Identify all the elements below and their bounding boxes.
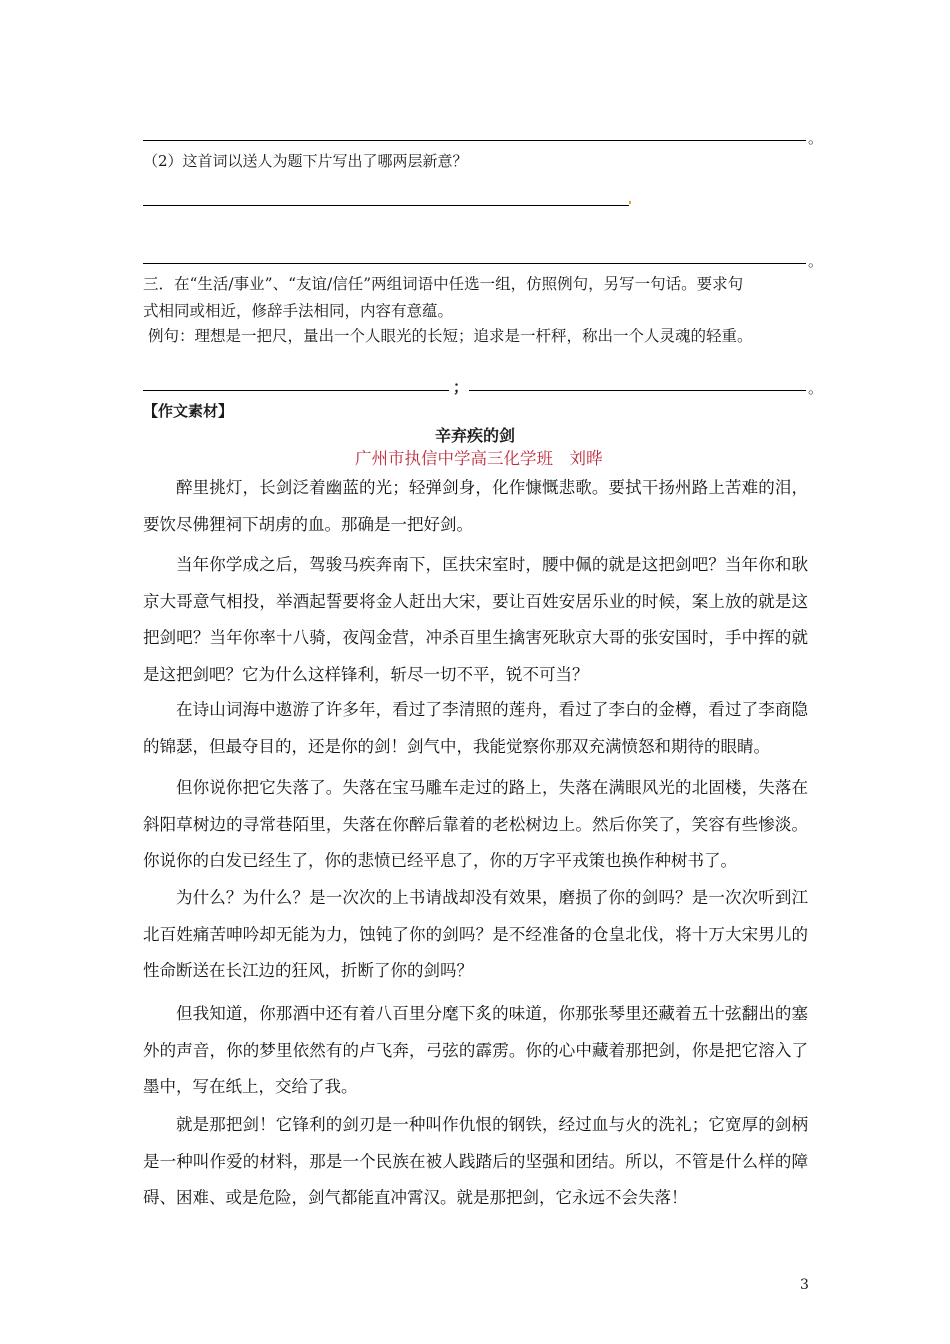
- answer-blank-period: 。: [808, 379, 824, 397]
- question-3-line-1: 三．在“生活/事业”、“友谊/信任”两组词语中任选一组，仿照例句，另写一句话。要求句: [143, 275, 744, 293]
- answer-line-1: [143, 140, 806, 141]
- answer-line-1-period: 。: [808, 129, 824, 147]
- paragraph-6: 但我知道，你那酒中还有着八百里分麾下炙的味道，你那张琴里还藏着五十弦翻出的塞外的声音，你的梦里依然有的卢飞奔，弓弦的霹雳。你的心中藏着那把剑，你是把它溶入了墨中，写在纸上，交给了我。: [143, 1004, 808, 1096]
- answer-line-3: [143, 263, 806, 264]
- answer-line-2: [143, 205, 629, 206]
- semicolon: ；: [453, 378, 469, 396]
- essay-author: 广州市执信中学高三化学班 刘晔: [355, 449, 603, 468]
- paragraph-5: 为什么？为什么？是一次次的上书请战却没有效果，磨损了你的剑吗？是一次次听到江北百姓痛苦呻吟却无能为力，蚀钝了你的剑吗？是不经准备的仓皇北伐，将十万大宋男儿的性命断送在长江边的狂风，折断了你的剑吗？: [143, 888, 808, 980]
- page-number: 3: [800, 1277, 809, 1293]
- paragraph-2: 当年你学成之后，驾骏马疾奔南下，匡扶宋室时，腰中佩的就是这把剑吧？当年你和耿京大哥意气相投，举酒起誓要将金人赶出大宋，要让百姓安居乐业的时候，案上放的就是这把剑吧？当年你率十八骑，夜闯金营，冲杀百里生擒害死耿京大哥的张安国时，手中挥的就是这把剑吧？它为什么这样锋利，斩尽一切不平，锐不可当？: [143, 555, 808, 684]
- section-header: 【作文素材】: [143, 402, 234, 420]
- paragraph-7: 就是那把剑！它锋利的剑刃是一种叫作仇恨的钢铁，经过血与火的洗礼；它宽厚的剑柄是一种叫作爱的材料，那是一个民族在被人践踏后的坚强和团结。所以，不管是什么样的障碍、困难、或是危险，剑气都能直冲霄汉。就是那把剑，它永远不会失落！: [143, 1115, 808, 1207]
- stray-mark: [629, 201, 631, 204]
- question-2-label: （2）这首词以送人为题下片写出了哪两层新意？: [143, 152, 468, 170]
- example-sentence: 例句：理想是一把尺，量出一个人眼光的长短；追求是一杆秤，称出一个人灵魂的轻重。: [148, 327, 753, 345]
- paragraph-1: 醉里挑灯，长剑泛着幽蓝的光；轻弹剑身，化作慷慨悲歌。要拭干扬州路上苦难的泪，要饮尽佛狸祠下胡虏的血。那确是一把好剑。: [143, 478, 808, 534]
- answer-line-3-period: 。: [808, 252, 824, 270]
- paragraph-4: 但你说你把它失落了。失落在宝马雕车走过的路上，失落在满眼风光的北固楼，失落在斜阳草树边的寻常巷陌里，失落在你醉后靠着的老松树边上。然后你笑了，笑容有些惨淡。你说你的白发已经生了，你的悲愤已经平息了，你的万字平戎策也换作种树书了。: [143, 778, 808, 870]
- question-3-line-2: 式相同或相近，修辞手法相同，内容有意蕴。: [143, 302, 454, 320]
- answer-blank-right: [469, 390, 806, 391]
- paragraph-3: 在诗山词海中遨游了许多年，看过了李清照的莲舟，看过了李白的金樽，看过了李商隐的锦瑟，但最夺目的，还是你的剑！剑气中，我能觉察你那双充满愤怒和期待的眼睛。: [143, 700, 808, 756]
- essay-title: 辛弃疾的剑: [434, 426, 515, 445]
- answer-blank-left: [143, 390, 449, 391]
